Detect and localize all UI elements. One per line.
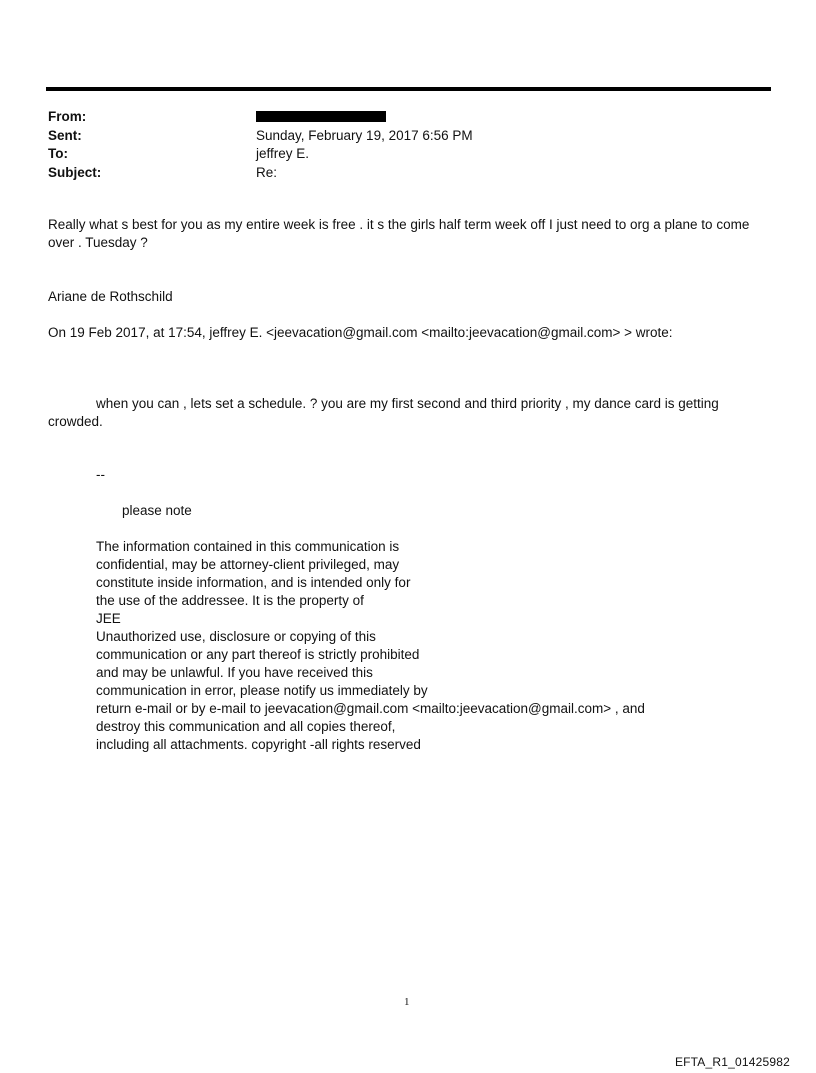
to-label: To: — [48, 146, 68, 161]
please-note: please note — [122, 503, 192, 518]
disclaimer-line: Unauthorized use, disclosure or copying of this — [96, 629, 376, 644]
sent-row — [48, 127, 748, 146]
subject-row — [48, 164, 748, 183]
quoted-message: when you can , lets set a schedule. ? you are my first second and third priority , my dance card is getting crowded. — [48, 396, 719, 429]
header-rule — [46, 87, 771, 91]
sent-label: Sent: — [48, 127, 82, 143]
document-id: EFTA_R1_01425982 — [674, 1055, 790, 1069]
to-value: jeffrey E. — [256, 146, 310, 161]
disclaimer-line: including all attachments. copyright -all rights reserved — [96, 737, 421, 752]
disclaimer — [96, 538, 696, 754]
disclaimer-line: communication or any part thereof is strictly prohibited — [96, 647, 420, 662]
disclaimer-line: JEE — [96, 611, 121, 626]
from-label: From: — [48, 109, 87, 124]
subject-value: Re: — [256, 164, 278, 180]
disclaimer-line: destroy this communication and all copies thereof, — [96, 719, 396, 734]
redaction-bar — [256, 111, 386, 122]
disclaimer-line: communication in error, please notify us immediately by — [96, 683, 428, 698]
email-header — [48, 108, 748, 182]
quoted-header: On 19 Feb 2017, at 17:54, jeffrey E. <jeevacation@gmail.com <mailto:jeevacation@gmail.com> > wrote: — [48, 325, 673, 340]
message-body: Really what s best for you as my entire week is free . it s the girls half term week off I just need to org a plane to come over . Tuesday ? — [48, 217, 750, 250]
subject-label: Subject: — [48, 164, 102, 180]
disclaimer-line: and may be unlawful. If you have received this — [96, 665, 373, 680]
to-row — [48, 145, 748, 164]
disclaimer-line: the use of the addressee. It is the property of — [96, 593, 364, 608]
disclaimer-line: constitute inside information, and is intended only for — [96, 575, 411, 590]
sent-value: Sunday, February 19, 2017 6:56 PM — [256, 127, 473, 143]
signature: Ariane de Rothschild — [48, 289, 173, 304]
disclaimer-line: The information contained in this communication is — [96, 539, 400, 554]
from-value-redacted — [256, 108, 386, 127]
signature-separator: -- — [96, 467, 105, 482]
disclaimer-line: confidential, may be attorney-client privileged, may — [96, 557, 400, 572]
disclaimer-line: return e-mail or by e-mail to jeevacation@gmail.com <mailto:jeevacation@gmail.com> , and — [96, 701, 645, 716]
page-number: 1 — [404, 996, 410, 1008]
from-row — [48, 108, 748, 127]
